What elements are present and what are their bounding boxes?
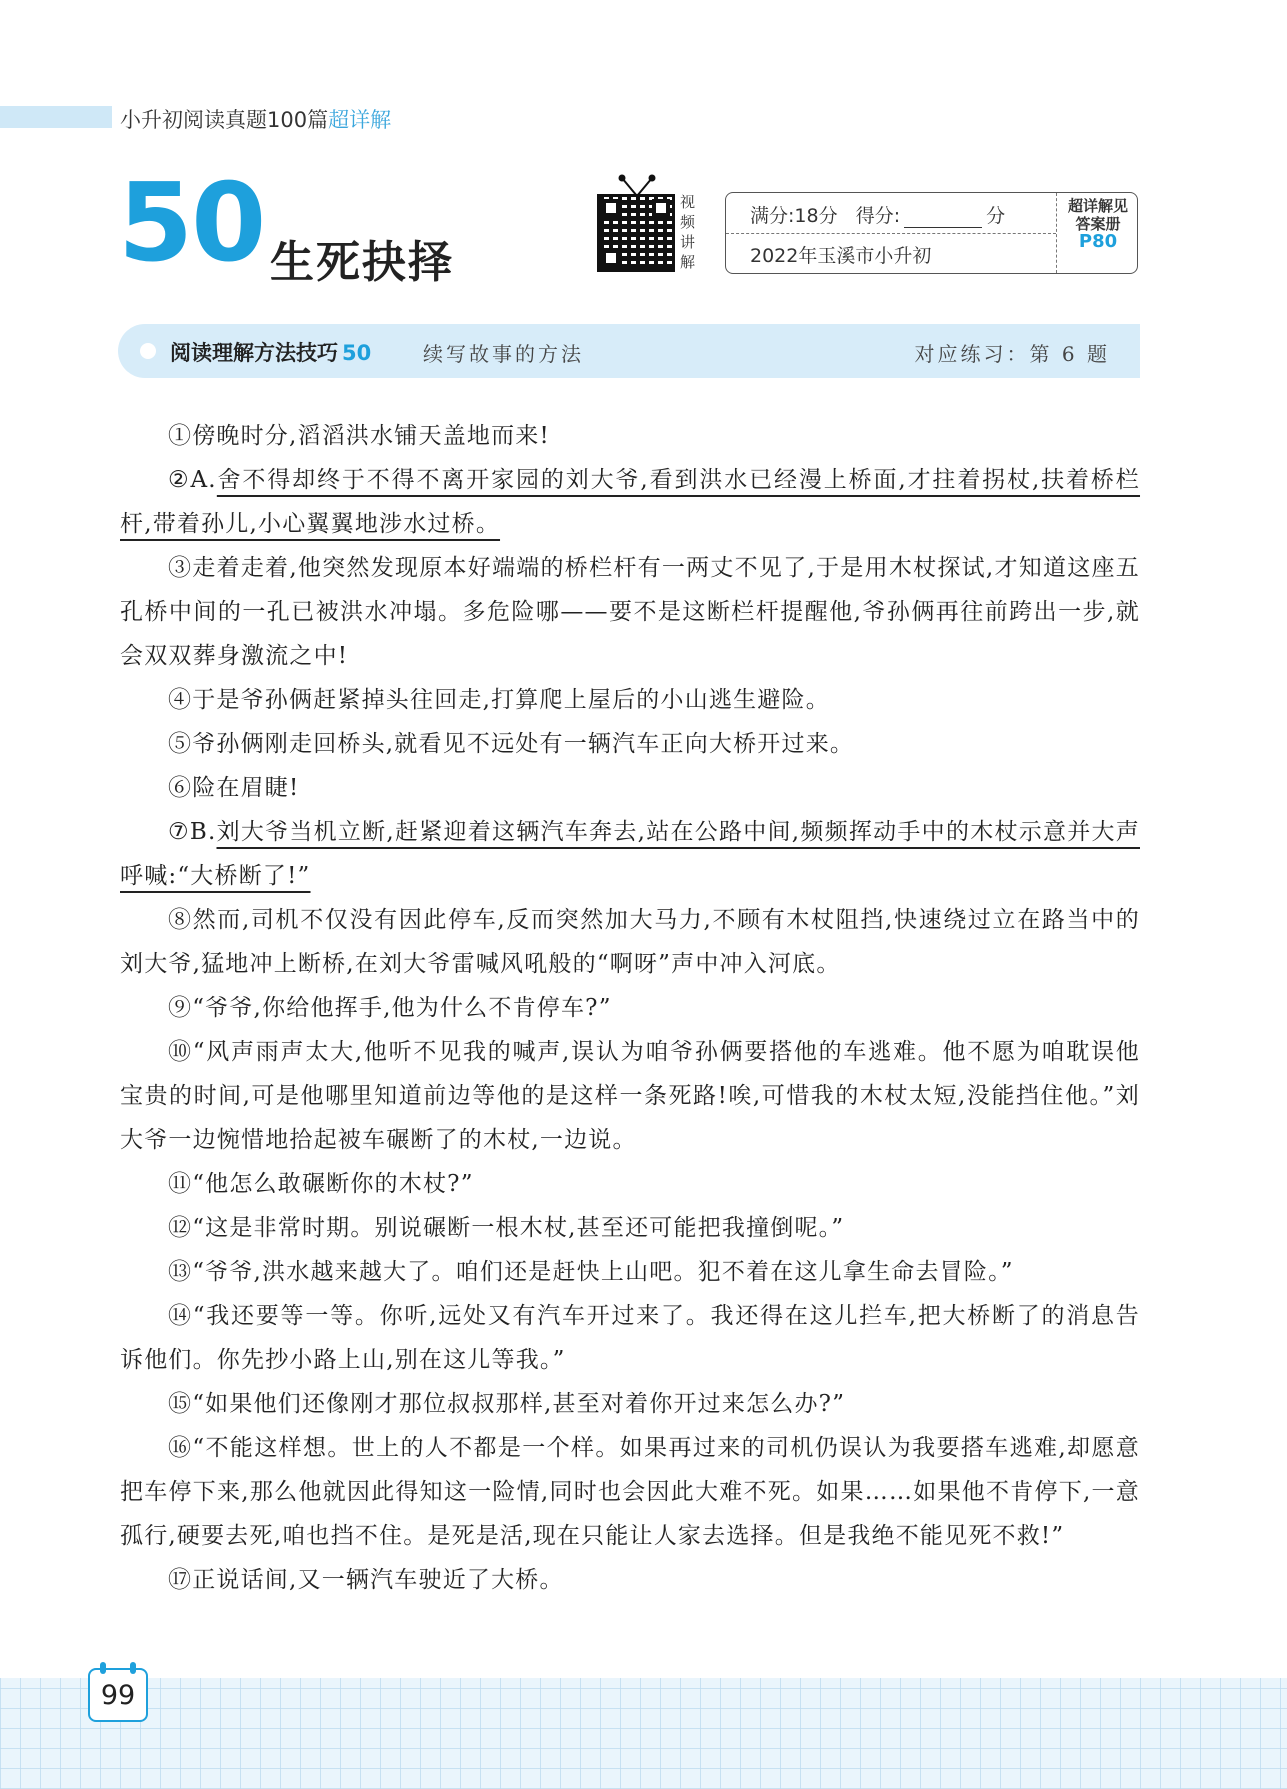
paragraph: ⑯“不能这样想。世上的人不都是一个样。如果再过来的司机仍误认为我要搭车逃难,却愿意把车停下来,那么他就因此得知这一险情,同时也会因此大难不死。如果……如果他不肯停下,一意孤行,硬要去死,咱也挡不住。是死是活,现在只能让人家去选择。但是我绝不能见死不救!”	[120, 1435, 1140, 1549]
paragraph: ①傍晚时分,滔滔洪水铺天盖地而来!	[168, 423, 550, 449]
score-unit: 分	[986, 205, 1006, 227]
lesson-title: 生死抉择	[270, 237, 454, 288]
exam-source: 2022年玉溪市小升初	[750, 245, 932, 267]
paragraph: ⑬“爷爷,洪水越来越大了。咱们还是赶快上山吧。犯不着在这儿拿生命去冒险。”	[168, 1259, 1014, 1285]
calendar-ring	[130, 1662, 136, 1674]
paragraph: ④于是爷孙俩赶紧掉头往回走,打算爬上屋后的小山逃生避险。	[168, 687, 830, 713]
paragraph: ⑩“风声雨声太大,他听不见我的喊声,误认为咱爷孙俩要搭他的车逃难。他不愿为咱耽误他宝贵的时间,可是他哪里知道前边等他的是这样一条死路!唉,可惜我的木杖太短,没能挡住他。”刘大爷一边惋惜地拾起被车碾断了的木杖,一边说。	[120, 1039, 1140, 1153]
paragraph: ⑮“如果他们还像刚才那位叔叔那样,甚至对着你开过来怎么办?”	[168, 1391, 846, 1417]
full-score: 满分:18分	[750, 205, 838, 227]
paragraph-label: ②A.	[168, 467, 217, 493]
method-practice: 对应练习：第 6 题	[914, 342, 1110, 366]
underlined-sentence-a: 舍不得却终于不得不离开家园的刘大爷,看到洪水已经漫上桥面,才拄着拐杖,扶着桥栏杆,带着孙儿,小心翼翼地涉水过桥。	[120, 467, 1141, 537]
answer-ref-line: 答案册	[1075, 215, 1121, 233]
divider	[1056, 193, 1057, 273]
get-score-label: 得分:	[855, 205, 901, 227]
paragraph	[120, 458, 1140, 546]
book-title: 小升初阅读真题100篇	[120, 108, 329, 132]
method-number: 50	[342, 341, 372, 365]
answer-ref-line: 超详解见	[1067, 197, 1128, 215]
video-explanation-label: 视频讲解	[680, 193, 696, 271]
footer-grid	[0, 1678, 1287, 1789]
calendar-icon	[88, 1668, 148, 1722]
calendar-ring	[100, 1662, 106, 1674]
paragraph	[120, 810, 1140, 898]
running-head	[120, 104, 391, 134]
paragraph: ⑫“这是非常时期。别说碾断一根木杖,甚至还可能把我撞倒呢。”	[168, 1215, 845, 1241]
method-label-text: 阅读理解方法技巧	[170, 341, 338, 365]
score-row	[750, 201, 1005, 228]
paragraph: ⑰正说话间,又一辆汽车驶近了大桥。	[168, 1567, 564, 1593]
article-body	[120, 414, 1140, 1602]
score-blank	[904, 209, 982, 228]
paragraph: ⑪“他怎么敢碾断你的木杖?”	[168, 1171, 474, 1197]
method-bar	[118, 324, 1140, 378]
paragraph: ⑨“爷爷,你给他挥手,他为什么不肯停车?”	[168, 995, 612, 1021]
score-box	[725, 192, 1138, 274]
paragraph: ⑤爷孙俩刚走回桥头,就看见不远处有一辆汽车正向大桥开过来。	[168, 731, 855, 757]
tv-antenna-icon	[612, 174, 662, 196]
header-band	[0, 106, 112, 128]
qr-code-icon[interactable]	[597, 194, 675, 272]
paragraph: ③走着走着,他突然发现原本好端端的桥栏杆有一两丈不见了,于是用木杖探试,才知道这座五孔桥中间的一孔已被洪水冲塌。多危险哪——要不是这断栏杆提醒他,爷孙俩再往前跨出一步,就会双双葬身激流之中!	[120, 555, 1140, 669]
bullet-icon	[140, 343, 156, 359]
book-highlight: 超详解	[328, 108, 392, 132]
paragraph: ⑥险在眉睫!	[168, 775, 300, 801]
page-number: 99	[100, 1680, 136, 1711]
divider	[726, 233, 1056, 234]
paragraph: ⑧然而,司机不仅没有因此停车,反而突然加大马力,不顾有木杖阻挡,快速绕过立在路当中的刘大爷,猛地冲上断桥,在刘大爷雷喊风吼般的“啊呀”声中冲入河底。	[120, 907, 1140, 977]
paragraph-label: ⑦B.	[168, 819, 217, 845]
answer-reference	[1059, 197, 1137, 251]
answer-page: P80	[1078, 231, 1118, 252]
underlined-sentence-b: 刘大爷当机立断,赶紧迎着这辆汽车奔去,站在公路中间,频频挥动手中的木杖示意并大声呼喊:“大桥断了!”	[120, 819, 1140, 889]
method-label	[170, 337, 371, 367]
paragraph: ⑭“我还要等一等。你听,远处又有汽车开过来了。我还得在这儿拦车,把大桥断了的消息告诉他们。你先抄小路上山,别在这儿等我。”	[120, 1303, 1140, 1373]
method-name: 续写故事的方法	[423, 342, 584, 366]
lesson-number: 50	[118, 161, 265, 286]
